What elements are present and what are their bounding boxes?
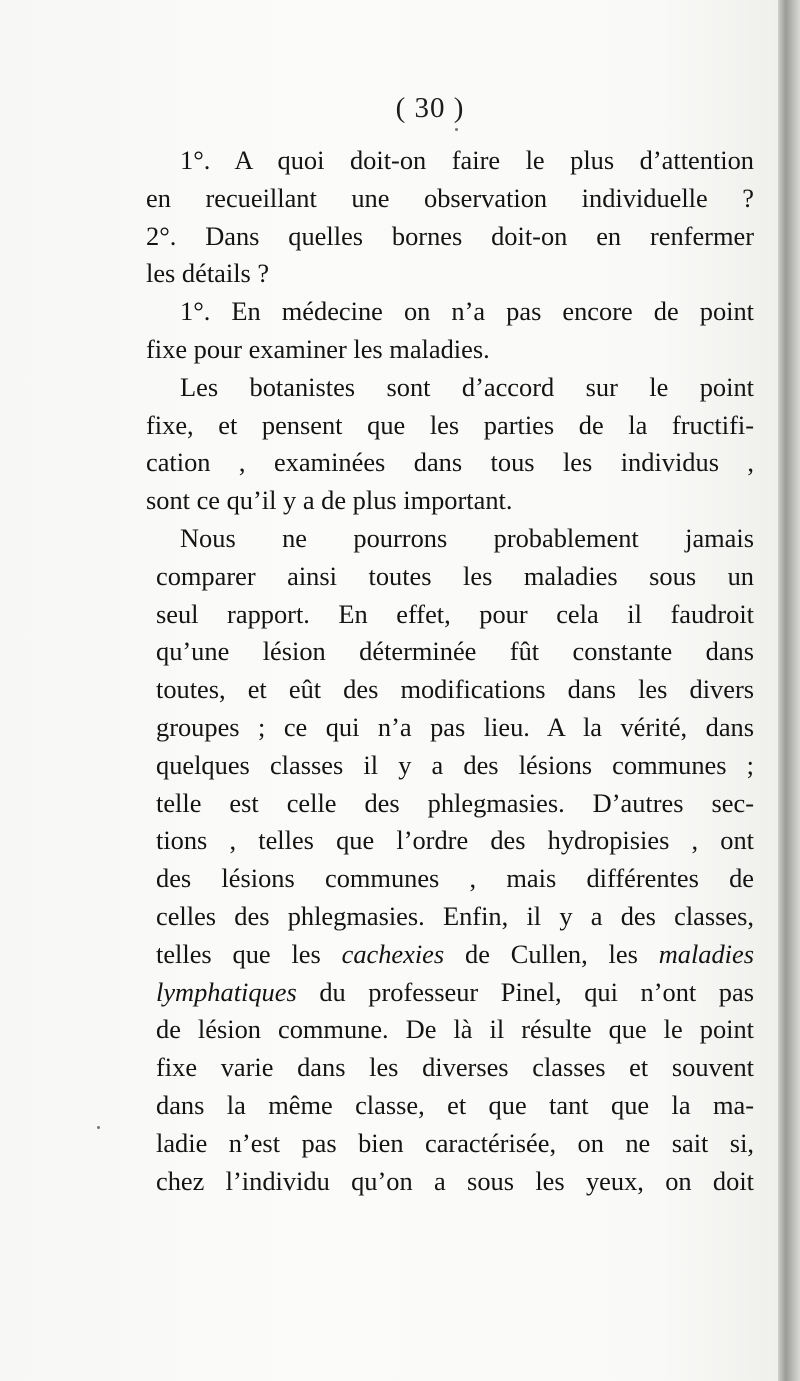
text-line: fixe, et pensent que les parties de la fructifi- [146,409,754,440]
text-line: tions , telles que l’ordre des hydropisies , ont [156,825,754,856]
italic-term: maladies [658,938,754,969]
text-line: chez l’individu qu’on a sous les yeux, on doit [156,1165,754,1196]
text-line: ladie n’est pas bien caractérisée, on ne sait si, [156,1127,754,1158]
text-line: Les botanistes sont d’accord sur le point [180,371,754,402]
text-line: fixe pour examiner les maladies. [146,333,490,364]
italic-term: cachexies [341,938,445,969]
text-line: fixe varie dans les diverses classes et souvent [156,1052,754,1083]
italic-term: lymphatiques [156,976,297,1007]
text-line: comparer ainsi toutes les maladies sous un [156,560,754,591]
text-line: en recueillant une observation individuelle ? [146,182,754,213]
page-edge-shadow [778,0,800,1381]
text-line: quelques classes il y a des lésions communes ; [156,749,754,780]
text-line: des lésions communes , mais différentes de [156,863,754,894]
text-line: sont ce qu’il y a de plus important. [146,485,513,516]
text-line: seul rapport. En effet, pour cela il faudroit [156,598,754,629]
ink-speck [455,128,458,131]
text-line: les détails ? [146,258,270,289]
ink-speck [97,1126,100,1129]
text-line: groupes ; ce qui n’a pas lieu. A la vérité, dans [156,711,754,742]
text-line: dans la même classe, et que tant que la ma- [156,1089,754,1120]
page-number: ( 30 ) [395,92,465,124]
text-line: 1°. A quoi doit-on faire le plus d’attention [180,145,754,175]
text-line: de lésion commune. De là il résulte que le point [156,1014,754,1045]
text-line: celles des phlegmasies. Enfin, il y a des classes, [156,900,754,931]
text-line: lymphatiques du professeur Pinel, qui n’ont pas [156,976,754,1007]
text-line: qu’une lésion déterminée fût constante dans [156,636,754,667]
text-line: cation , examinées dans tous les individus , [146,447,754,478]
text-line: toutes, et eût des modifications dans les divers [156,674,754,705]
text-line: 2°. Dans quelles bornes doit-on en renfermer [146,220,754,251]
text-line: telles que les cachexies de Cullen, les maladies [156,938,754,969]
text-line: 1°. En médecine on n’a pas encore de point [180,296,754,327]
text-line: telle est celle des phlegmasies. D’autres sec- [156,787,754,818]
body-text [146,142,754,1200]
text-line: Nous ne pourrons probablement jamais [180,522,754,553]
